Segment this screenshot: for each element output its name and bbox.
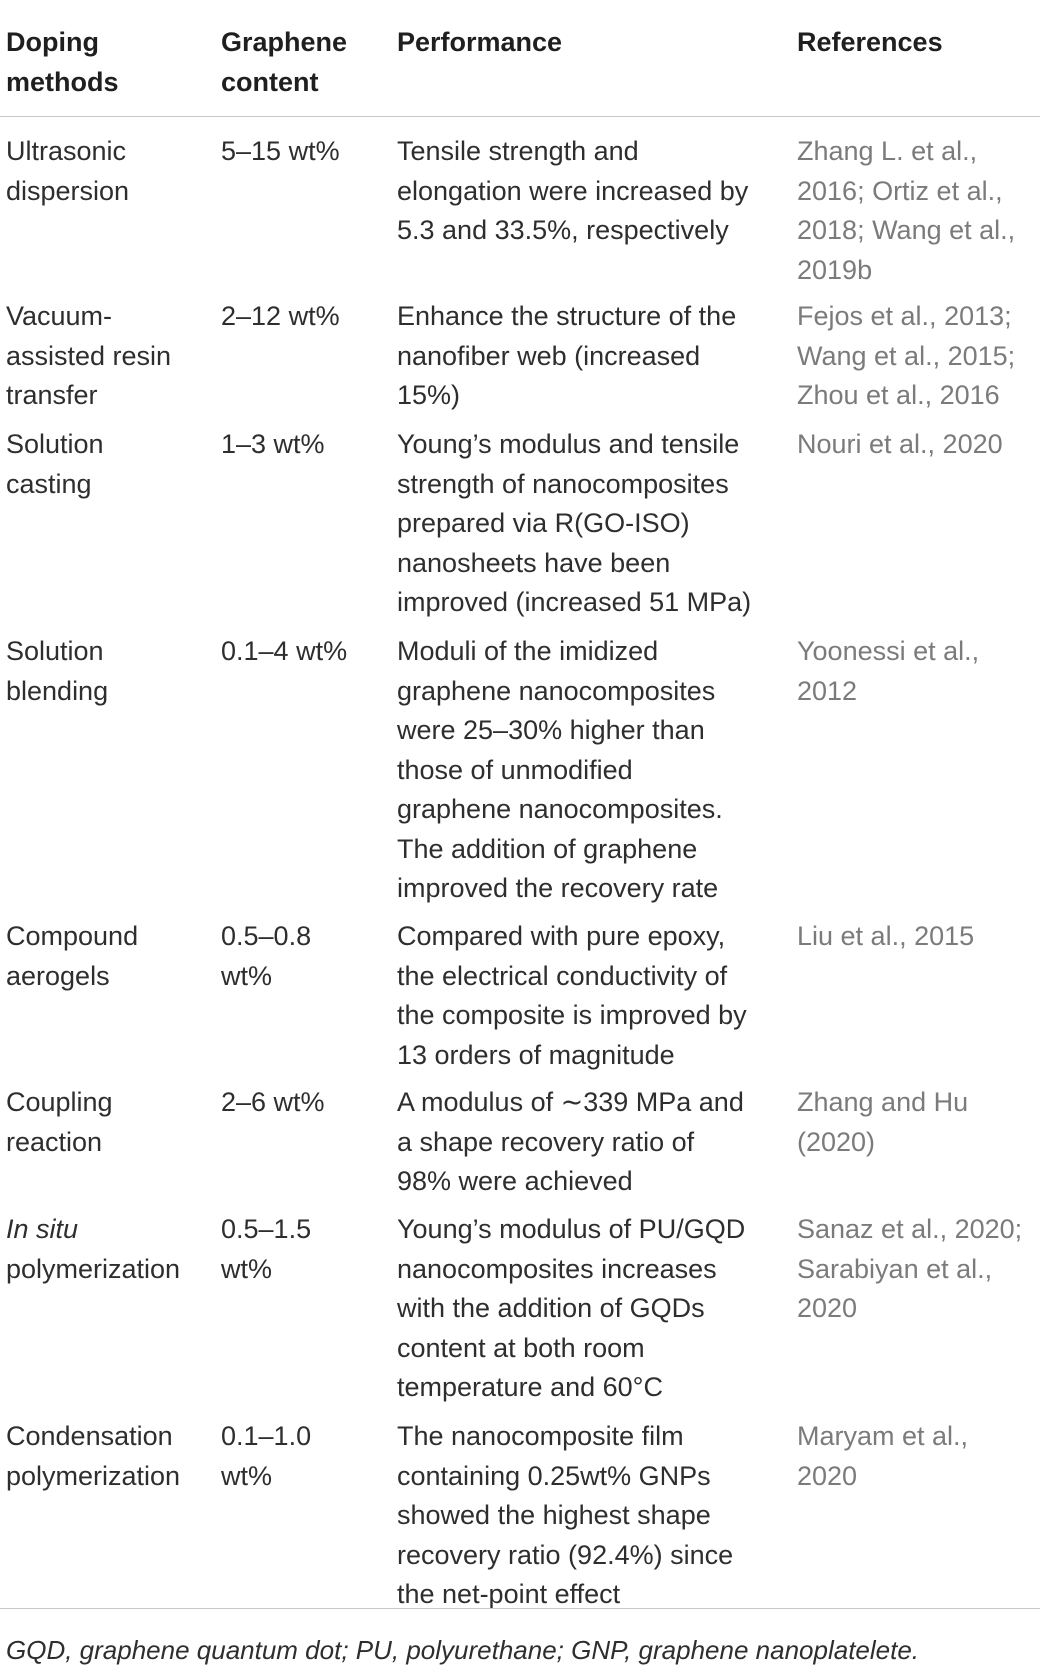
cell-references: Zhang and Hu (2020) [797,1087,969,1157]
cell-method: Ultrasonic dispersion [6,136,130,206]
cell-method-italic: In situ [6,1214,79,1244]
cell-method: Solution casting [6,429,104,499]
cell-content: 2–6 wt% [221,1087,325,1117]
cell-performance: Young’s modulus and tensile strength of nanocomposites prepared via R(GO-ISO) nanosheets have been improved (increased 51 MPa) [397,429,752,617]
cell-performance: Young’s modulus of PU/GQD nanocomposites increases with the addition of GQDs content at both room temperature and 60°C [397,1214,746,1402]
cell-references: Liu et al., 2015 [797,921,975,951]
cell-performance: A modulus of ∼339 MPa and a shape recovery ratio of 98% were achieved [397,1087,744,1196]
cell-content: 1–3 wt% [221,429,325,459]
cell-content: 2–12 wt% [221,301,340,331]
cell-method [6,1210,211,1289]
table-header [0,0,1040,117]
cell-content: 0.1–1.0 wt% [221,1421,312,1491]
cell-performance: Moduli of the imidized graphene nanocomposites were 25–30% higher than those of unmodified graphene nanocomposites. The addition of graphene improved the recovery rate [397,636,723,903]
cell-content: 0.1–4 wt% [221,636,348,666]
table-bottom-rule [0,1608,1040,1609]
cell-references: Maryam et al., 2020 [797,1421,969,1491]
cell-performance: Tensile strength and elongation were increased by 5.3 and 33.5%, respectively [397,136,749,245]
cell-references: Nouri et al., 2020 [797,429,1003,459]
cell-method-rest: polymerization [6,1253,181,1284]
header-doping-methods: Doping methods [6,27,119,97]
header-graphene-content: Graphene content [221,27,348,97]
cell-content: 0.5–0.8 wt% [221,921,312,991]
cell-references: Yoonessi et al., 2012 [797,636,980,706]
header-references: References [797,27,943,57]
cell-performance: The nanocomposite film containing 0.25wt% GNPs showed the highest shape recovery ratio (92.4%) since the net-point effect [397,1421,734,1609]
cell-performance: Enhance the structure of the nanofiber web (increased 15%) [397,301,737,410]
cell-method: Coupling reaction [6,1087,113,1157]
cell-method: Compound aerogels [6,921,139,991]
cell-references: Fejos et al., 2013; Wang et al., 2015; Zhou et al., 2016 [797,301,1016,410]
cell-content: 5–15 wt% [221,136,340,166]
cell-method: Vacuum- assisted resin transfer [6,301,172,410]
header-performance: Performance [397,27,563,57]
cell-content: 0.5–1.5 wt% [221,1214,312,1284]
table-footnote: GQD, graphene quantum dot; PU, polyurethane; GNP, graphene nanoplatelete. [6,1635,920,1665]
cell-method: Solution blending [6,636,109,706]
cell-references: Sanaz et al., 2020; Sarabiyan et al., 2020 [797,1214,1023,1323]
cell-method: Condensation polymerization [6,1421,181,1491]
cell-references: Zhang L. et al., 2016; Ortiz et al., 2018; Wang et al., 2019b [797,136,1016,285]
cell-performance: Compared with pure epoxy, the electrical conductivity of the composite is improved by 13 orders of magnitude [397,921,747,1070]
